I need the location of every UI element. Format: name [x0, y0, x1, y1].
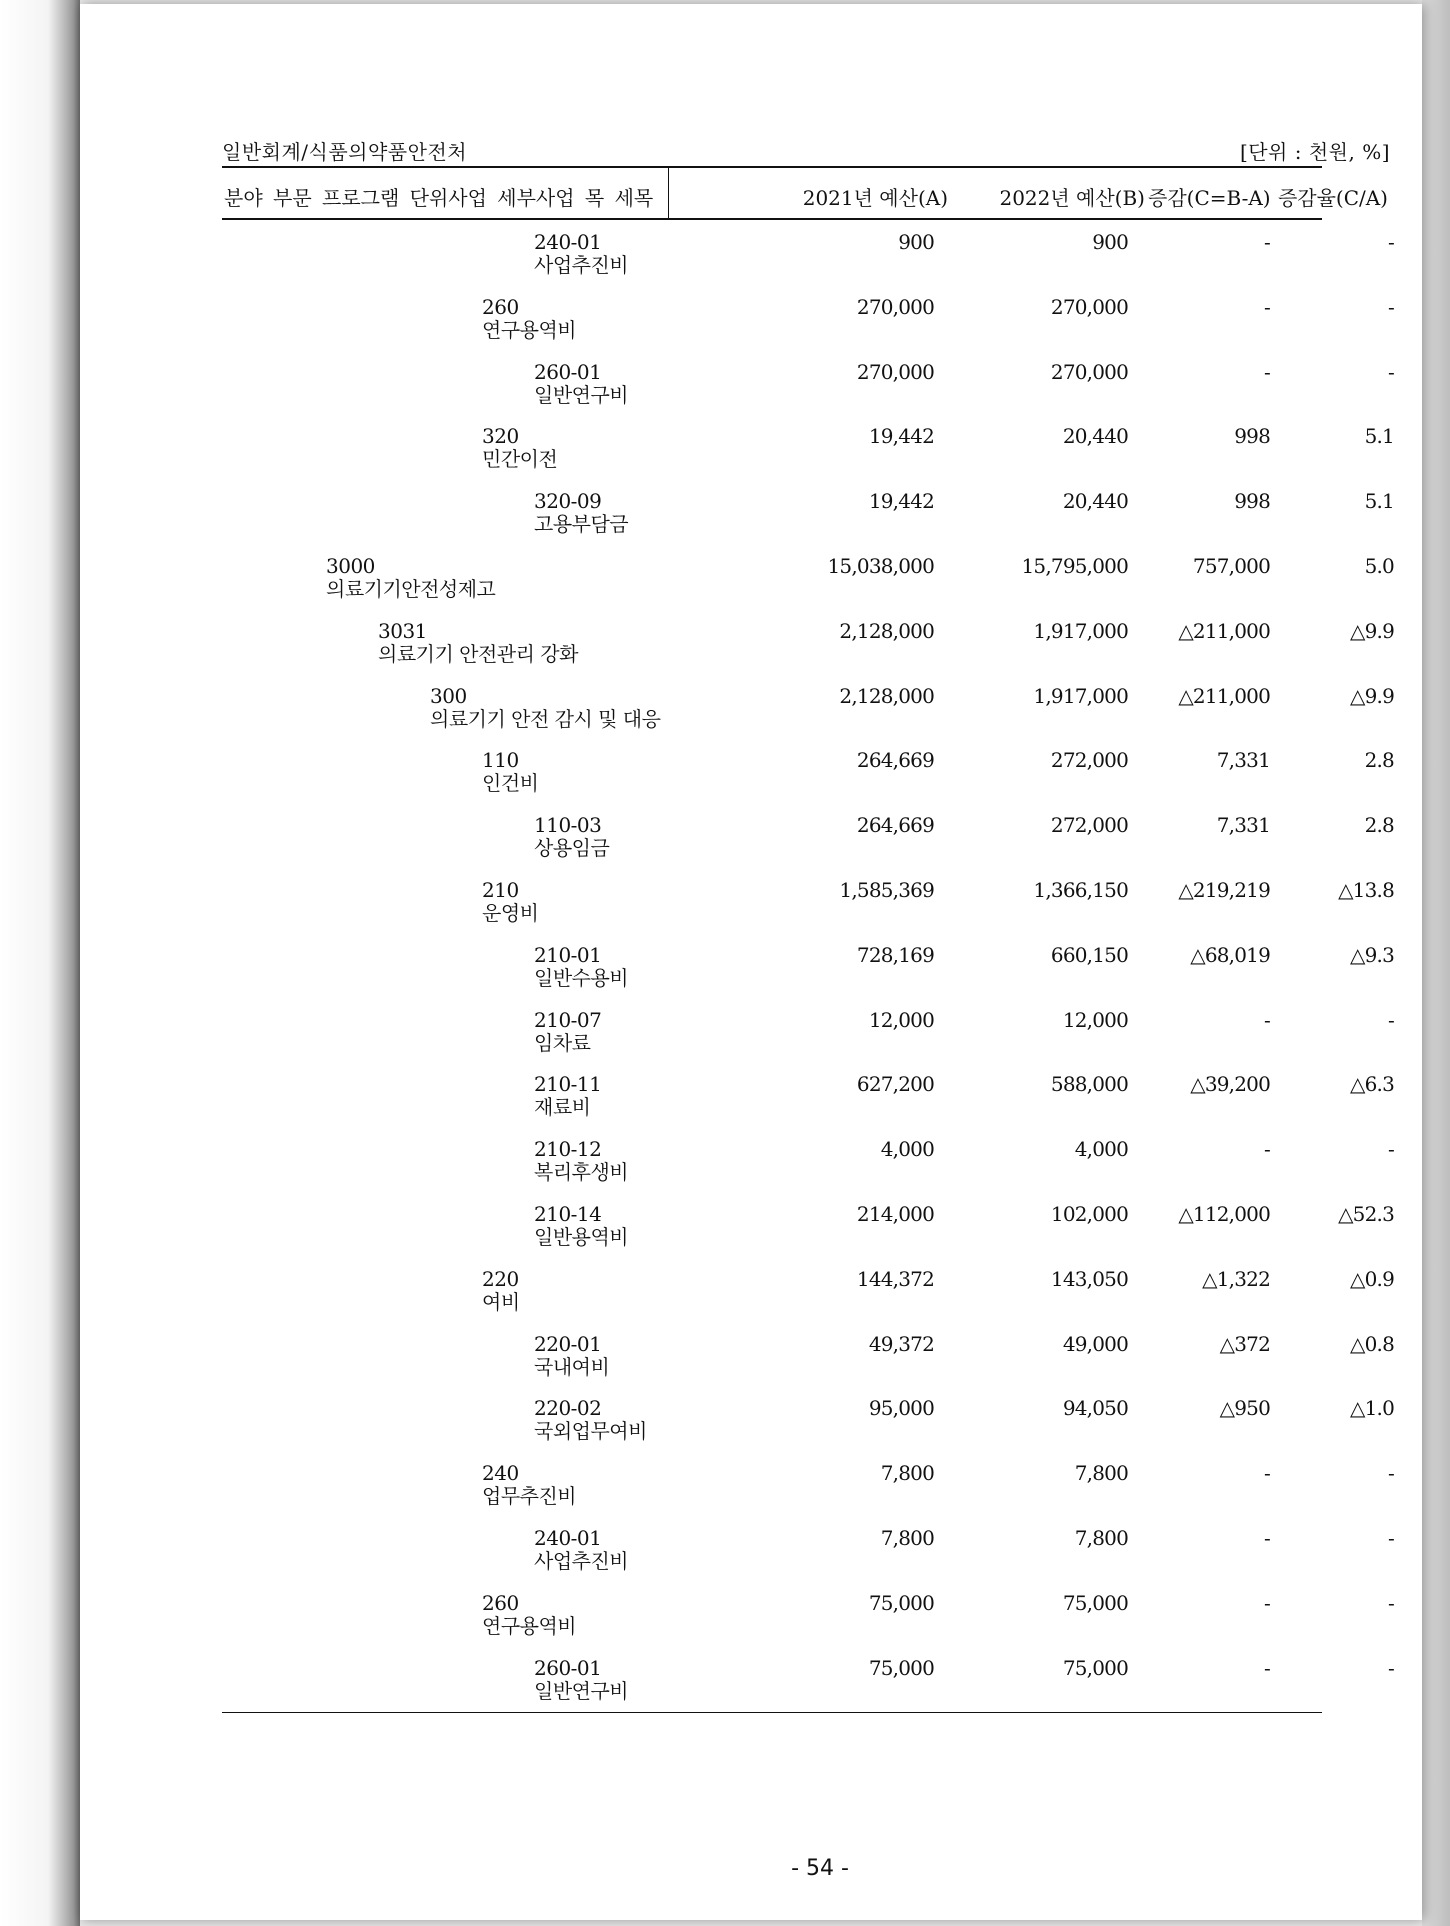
- item-name: 의료기기안전성제고: [326, 576, 496, 601]
- budget-2021-value: 144,372: [856, 1266, 934, 1291]
- table-row: [80, 878, 1422, 943]
- item-name: 상용임금: [534, 836, 610, 861]
- item-code: 210-11: [534, 1072, 602, 1097]
- change-value: -: [1264, 1525, 1270, 1550]
- budget-2022-value: 588,000: [1050, 1072, 1128, 1097]
- item-code: 3000: [326, 553, 375, 578]
- item-code: 210-07: [534, 1007, 602, 1032]
- change-value: △39,200: [1190, 1072, 1270, 1097]
- change-rate-value: △9.9: [1350, 683, 1394, 708]
- item-name: 인건비: [482, 771, 539, 796]
- budget-2022-value: 4,000: [1074, 1137, 1128, 1162]
- item-code: 210-01: [534, 942, 602, 967]
- item-code: 240-01: [534, 1525, 602, 1550]
- column-header-change: 증감(C=B-A): [1148, 186, 1271, 210]
- item-name: 여비: [482, 1289, 520, 1314]
- budget-2021-value: 49,372: [868, 1331, 934, 1356]
- budget-2022-value: 49,000: [1062, 1331, 1128, 1356]
- item-name: 국내여비: [534, 1354, 610, 1379]
- budget-2022-value: 15,795,000: [1021, 553, 1128, 578]
- item-code: 210: [482, 877, 519, 902]
- change-rate-value: -: [1388, 1590, 1394, 1615]
- item-code: 110-03: [534, 813, 602, 838]
- budget-2022-value: 660,150: [1050, 942, 1128, 967]
- budget-2022-value: 143,050: [1050, 1266, 1128, 1291]
- table-bottom-rule: [222, 1712, 1322, 1713]
- change-value: 757,000: [1192, 553, 1270, 578]
- table-row: [80, 230, 1422, 295]
- item-code: 260: [482, 1590, 519, 1615]
- budget-2021-value: 214,000: [856, 1201, 934, 1226]
- item-code: 3031: [378, 618, 427, 643]
- change-value: △1,322: [1202, 1266, 1270, 1291]
- item-name: 업무추진비: [482, 1484, 577, 1509]
- item-name: 민간이전: [482, 447, 558, 472]
- change-rate-value: 5.1: [1364, 424, 1394, 449]
- change-value: -: [1264, 359, 1270, 384]
- table-header-rule: [222, 218, 1322, 220]
- item-code: 240-01: [534, 230, 602, 254]
- item-code: 260: [482, 294, 519, 319]
- budget-2021-value: 75,000: [868, 1655, 934, 1680]
- column-header-category: 분야 부문 프로그램 단위사업 세부사업 목 세목: [224, 186, 654, 210]
- budget-2021-value: 270,000: [856, 359, 934, 384]
- table-row: [80, 1267, 1422, 1332]
- table-row: [80, 748, 1422, 813]
- budget-2022-value: 272,000: [1050, 748, 1128, 773]
- change-value: -: [1264, 1461, 1270, 1486]
- item-code: 300: [430, 683, 467, 708]
- table-row: [80, 1332, 1422, 1397]
- change-rate-value: -: [1388, 1655, 1394, 1680]
- item-code: 320-09: [534, 489, 602, 514]
- budget-2021-value: 7,800: [880, 1525, 934, 1550]
- table-row: [80, 295, 1422, 360]
- budget-2022-value: 20,440: [1062, 424, 1128, 449]
- item-name: 연구용역비: [482, 317, 577, 342]
- budget-2021-value: 264,669: [856, 748, 934, 773]
- column-header-2021: 2021년 예산(A): [802, 186, 948, 210]
- document-header-title: 일반회계/식품의약품안전처: [222, 140, 468, 164]
- table-row: [80, 1591, 1422, 1656]
- change-rate-value: 5.0: [1364, 553, 1394, 578]
- table-row: [80, 813, 1422, 878]
- change-value: -: [1264, 1007, 1270, 1032]
- budget-2022-value: 900: [1092, 230, 1128, 254]
- change-value: △68,019: [1190, 942, 1270, 967]
- budget-2021-value: 75,000: [868, 1590, 934, 1615]
- item-name: 일반수용비: [534, 965, 629, 990]
- budget-2021-value: 627,200: [856, 1072, 934, 1097]
- change-rate-value: △9.3: [1350, 942, 1394, 967]
- budget-2021-value: 2,128,000: [839, 683, 934, 708]
- item-name: 운영비: [482, 900, 539, 925]
- table-row: [80, 1072, 1422, 1137]
- item-code: 240: [482, 1461, 519, 1486]
- table-row: [80, 1656, 1422, 1721]
- item-name: 의료기기 안전관리 강화: [378, 641, 578, 666]
- column-header-2022: 2022년 예산(B): [999, 186, 1145, 210]
- table-row: [80, 1008, 1422, 1073]
- table-row: [80, 489, 1422, 554]
- budget-2021-value: 19,442: [868, 424, 934, 449]
- budget-2021-value: 12,000: [868, 1007, 934, 1032]
- change-rate-value: △52.3: [1338, 1201, 1394, 1226]
- budget-2021-value: 7,800: [880, 1461, 934, 1486]
- column-header-change-rate: 증감율(C/A): [1277, 186, 1388, 210]
- change-value: 7,331: [1216, 813, 1270, 838]
- change-value: △211,000: [1178, 618, 1270, 643]
- change-rate-value: 2.8: [1364, 813, 1394, 838]
- budget-2021-value: 19,442: [868, 489, 934, 514]
- table-row: [80, 1461, 1422, 1526]
- budget-2022-value: 1,917,000: [1033, 683, 1128, 708]
- page-number: - 54 -: [791, 1856, 849, 1881]
- item-code: 210-14: [534, 1201, 602, 1226]
- change-value: -: [1264, 1655, 1270, 1680]
- item-name: 복리후생비: [534, 1160, 629, 1185]
- change-rate-value: -: [1388, 1137, 1394, 1162]
- item-code: 260-01: [534, 359, 602, 384]
- item-code: 260-01: [534, 1655, 602, 1680]
- item-code: 110: [482, 748, 519, 773]
- book-spine-edge: [0, 0, 80, 1926]
- item-name: 임차료: [534, 1030, 591, 1055]
- change-rate-value: △13.8: [1338, 877, 1394, 902]
- budget-2021-value: 728,169: [856, 942, 934, 967]
- item-name: 재료비: [534, 1095, 591, 1120]
- item-name: 국외업무여비: [534, 1419, 647, 1444]
- change-rate-value: -: [1388, 359, 1394, 384]
- item-code: 220-01: [534, 1331, 602, 1356]
- budget-2022-value: 270,000: [1050, 359, 1128, 384]
- change-value: -: [1264, 294, 1270, 319]
- change-rate-value: -: [1388, 1007, 1394, 1032]
- budget-2021-value: 4,000: [880, 1137, 934, 1162]
- budget-table-body: [80, 230, 1422, 1720]
- table-row: [80, 360, 1422, 425]
- change-rate-value: -: [1388, 1525, 1394, 1550]
- item-name: 일반용역비: [534, 1224, 629, 1249]
- item-code: 320: [482, 424, 519, 449]
- table-row: [80, 554, 1422, 619]
- change-value: 998: [1234, 489, 1270, 514]
- budget-2021-value: 900: [898, 230, 934, 254]
- table-row: [80, 1137, 1422, 1202]
- change-value: 998: [1234, 424, 1270, 449]
- item-code: 220-02: [534, 1396, 602, 1421]
- budget-2022-value: 7,800: [1074, 1461, 1128, 1486]
- change-rate-value: △1.0: [1350, 1396, 1394, 1421]
- budget-2021-value: 264,669: [856, 813, 934, 838]
- change-rate-value: -: [1388, 294, 1394, 319]
- change-value: -: [1264, 230, 1270, 254]
- item-code: 210-12: [534, 1137, 602, 1162]
- budget-2022-value: 94,050: [1062, 1396, 1128, 1421]
- item-name: 고용부담금: [534, 512, 629, 537]
- budget-2022-value: 20,440: [1062, 489, 1128, 514]
- change-value: 7,331: [1216, 748, 1270, 773]
- budget-2022-value: 272,000: [1050, 813, 1128, 838]
- change-rate-value: △9.9: [1350, 618, 1394, 643]
- budget-2021-value: 15,038,000: [827, 553, 934, 578]
- table-row: [80, 943, 1422, 1008]
- change-value: △372: [1219, 1331, 1270, 1356]
- budget-2021-value: 95,000: [868, 1396, 934, 1421]
- budget-2022-value: 7,800: [1074, 1525, 1128, 1550]
- budget-2022-value: 1,366,150: [1033, 877, 1128, 902]
- budget-2022-value: 102,000: [1050, 1201, 1128, 1226]
- change-value: △112,000: [1178, 1201, 1270, 1226]
- change-rate-value: △0.8: [1350, 1331, 1394, 1356]
- change-value: △219,219: [1178, 877, 1270, 902]
- header-column-divider: [668, 168, 669, 218]
- item-name: 연구용역비: [482, 1613, 577, 1638]
- item-code: 220: [482, 1266, 519, 1291]
- budget-2021-value: 270,000: [856, 294, 934, 319]
- table-row: [80, 684, 1422, 749]
- change-value: -: [1264, 1590, 1270, 1615]
- document-page: [80, 4, 1422, 1920]
- unit-label: [단위 : 천원, %]: [1239, 140, 1390, 164]
- budget-2021-value: 1,585,369: [839, 877, 934, 902]
- item-name: 일반연구비: [534, 382, 629, 407]
- change-rate-value: 5.1: [1364, 489, 1394, 514]
- table-row: [80, 1526, 1422, 1591]
- item-name: 의료기기 안전 감시 및 대응: [430, 706, 661, 731]
- budget-2021-value: 2,128,000: [839, 618, 934, 643]
- page-shadow: [1422, 0, 1450, 1926]
- item-name: 사업추진비: [534, 253, 629, 277]
- change-value: △950: [1219, 1396, 1270, 1421]
- budget-2022-value: 270,000: [1050, 294, 1128, 319]
- table-row: [80, 619, 1422, 684]
- change-rate-value: -: [1388, 230, 1394, 254]
- budget-2022-value: 1,917,000: [1033, 618, 1128, 643]
- change-rate-value: △6.3: [1350, 1072, 1394, 1097]
- change-value: -: [1264, 1137, 1270, 1162]
- budget-2022-value: 12,000: [1062, 1007, 1128, 1032]
- change-rate-value: -: [1388, 1461, 1394, 1486]
- table-top-rule: [222, 166, 1322, 168]
- budget-2022-value: 75,000: [1062, 1590, 1128, 1615]
- change-rate-value: 2.8: [1364, 748, 1394, 773]
- budget-2022-value: 75,000: [1062, 1655, 1128, 1680]
- change-rate-value: △0.9: [1350, 1266, 1394, 1291]
- table-row: [80, 424, 1422, 489]
- change-value: △211,000: [1178, 683, 1270, 708]
- table-row: [80, 1202, 1422, 1267]
- table-row: [80, 1396, 1422, 1461]
- item-name: 사업추진비: [534, 1548, 629, 1573]
- item-name: 일반연구비: [534, 1678, 629, 1703]
